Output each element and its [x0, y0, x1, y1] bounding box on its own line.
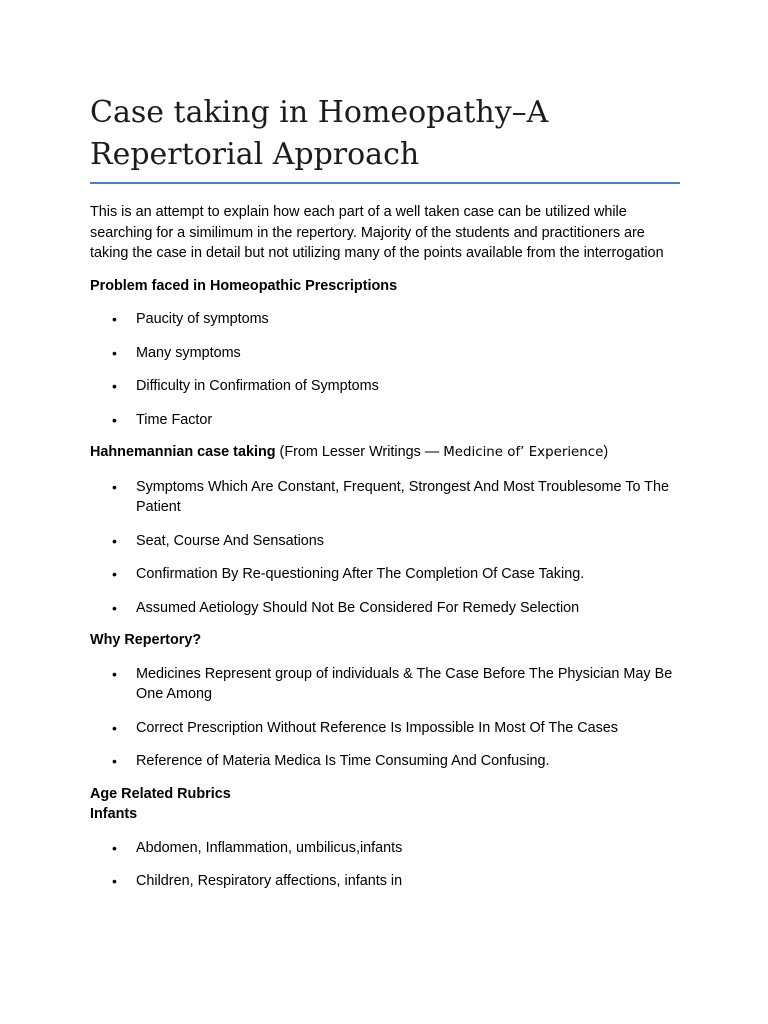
bullet-icon: • [112, 311, 117, 327]
list-item: • Children, Respiratory affections, infants in [90, 871, 676, 892]
bullet-icon: • [112, 839, 117, 856]
list-item: • Difficulty in Confirmation of Symptoms [90, 376, 676, 397]
list-problems [90, 309, 680, 430]
heading-source-part: Medicine of’ Experience [443, 445, 604, 460]
list-item: • Symptoms Which Are Constant, Frequent, Strongest And Most Troublesome To The Patient [112, 478, 669, 515]
list-item: • Confirmation By Re-questioning After The Completion Of Case Taking. [90, 564, 676, 585]
section-heading-age-rubrics: Age Related Rubrics [90, 785, 231, 802]
section-subheading-infants: Infants [90, 806, 138, 822]
bullet-icon: • [112, 719, 117, 736]
bullet-icon: • [112, 478, 117, 495]
list-item: • Seat, Course And Sensations [90, 531, 676, 552]
list-item: • Abdomen, Inflammation, umbilicus,infants [90, 838, 676, 859]
list-item: • Medicines Represent group of individuals & The Case Before The Physician May Be One Among [112, 665, 673, 702]
list-item: • Correct Prescription Without Reference Is Impossible In Most Of The Cases [90, 718, 676, 739]
list-item: • Paucity of symptoms [90, 309, 676, 330]
list-hahnemannian [90, 477, 680, 619]
bullet-icon: • [112, 599, 117, 616]
list-item: • Reference of Materia Medica Is Time Consuming And Confusing. [90, 751, 676, 772]
bullet-icon: • [112, 873, 117, 889]
title-line-2: Repertorial Approach [90, 137, 420, 172]
list-item: • Time Factor [90, 410, 676, 431]
intro-paragraph: This is an attempt to explain how each part of a well taken case can be utilized while searching for a similimum in the repertory. Majority of the students and practitioners are taking the case in detail but not utilizing many of the points available from the interrogation [90, 204, 664, 261]
list-why-repertory [90, 664, 680, 772]
document-title [90, 92, 680, 184]
bullet-icon: • [112, 344, 117, 361]
heading-plain-part: (From Lesser Writings — [275, 444, 444, 460]
bullet-icon: • [112, 665, 117, 682]
list-infants [90, 838, 680, 892]
bullet-icon: • [112, 566, 117, 582]
title-line-1: Case taking in Homeopathy–A [90, 95, 549, 130]
bullet-icon: • [112, 753, 117, 769]
section-heading-problems: Problem faced in Homeopathic Prescriptions [90, 277, 398, 294]
document-page [90, 92, 680, 892]
bullet-icon: • [112, 532, 117, 549]
heading-close-part: ) [603, 444, 609, 460]
bullet-icon: • [112, 378, 117, 394]
section-heading-why-repertory: Why Repertory? [90, 632, 202, 648]
heading-bold-part: Hahnemannian case taking [90, 444, 276, 460]
list-item: • Assumed Aetiology Should Not Be Considered For Remedy Selection [90, 598, 676, 619]
list-item: • Many symptoms [90, 343, 676, 364]
bullet-icon: • [112, 411, 117, 428]
section-heading-hahnemannian [90, 442, 680, 464]
